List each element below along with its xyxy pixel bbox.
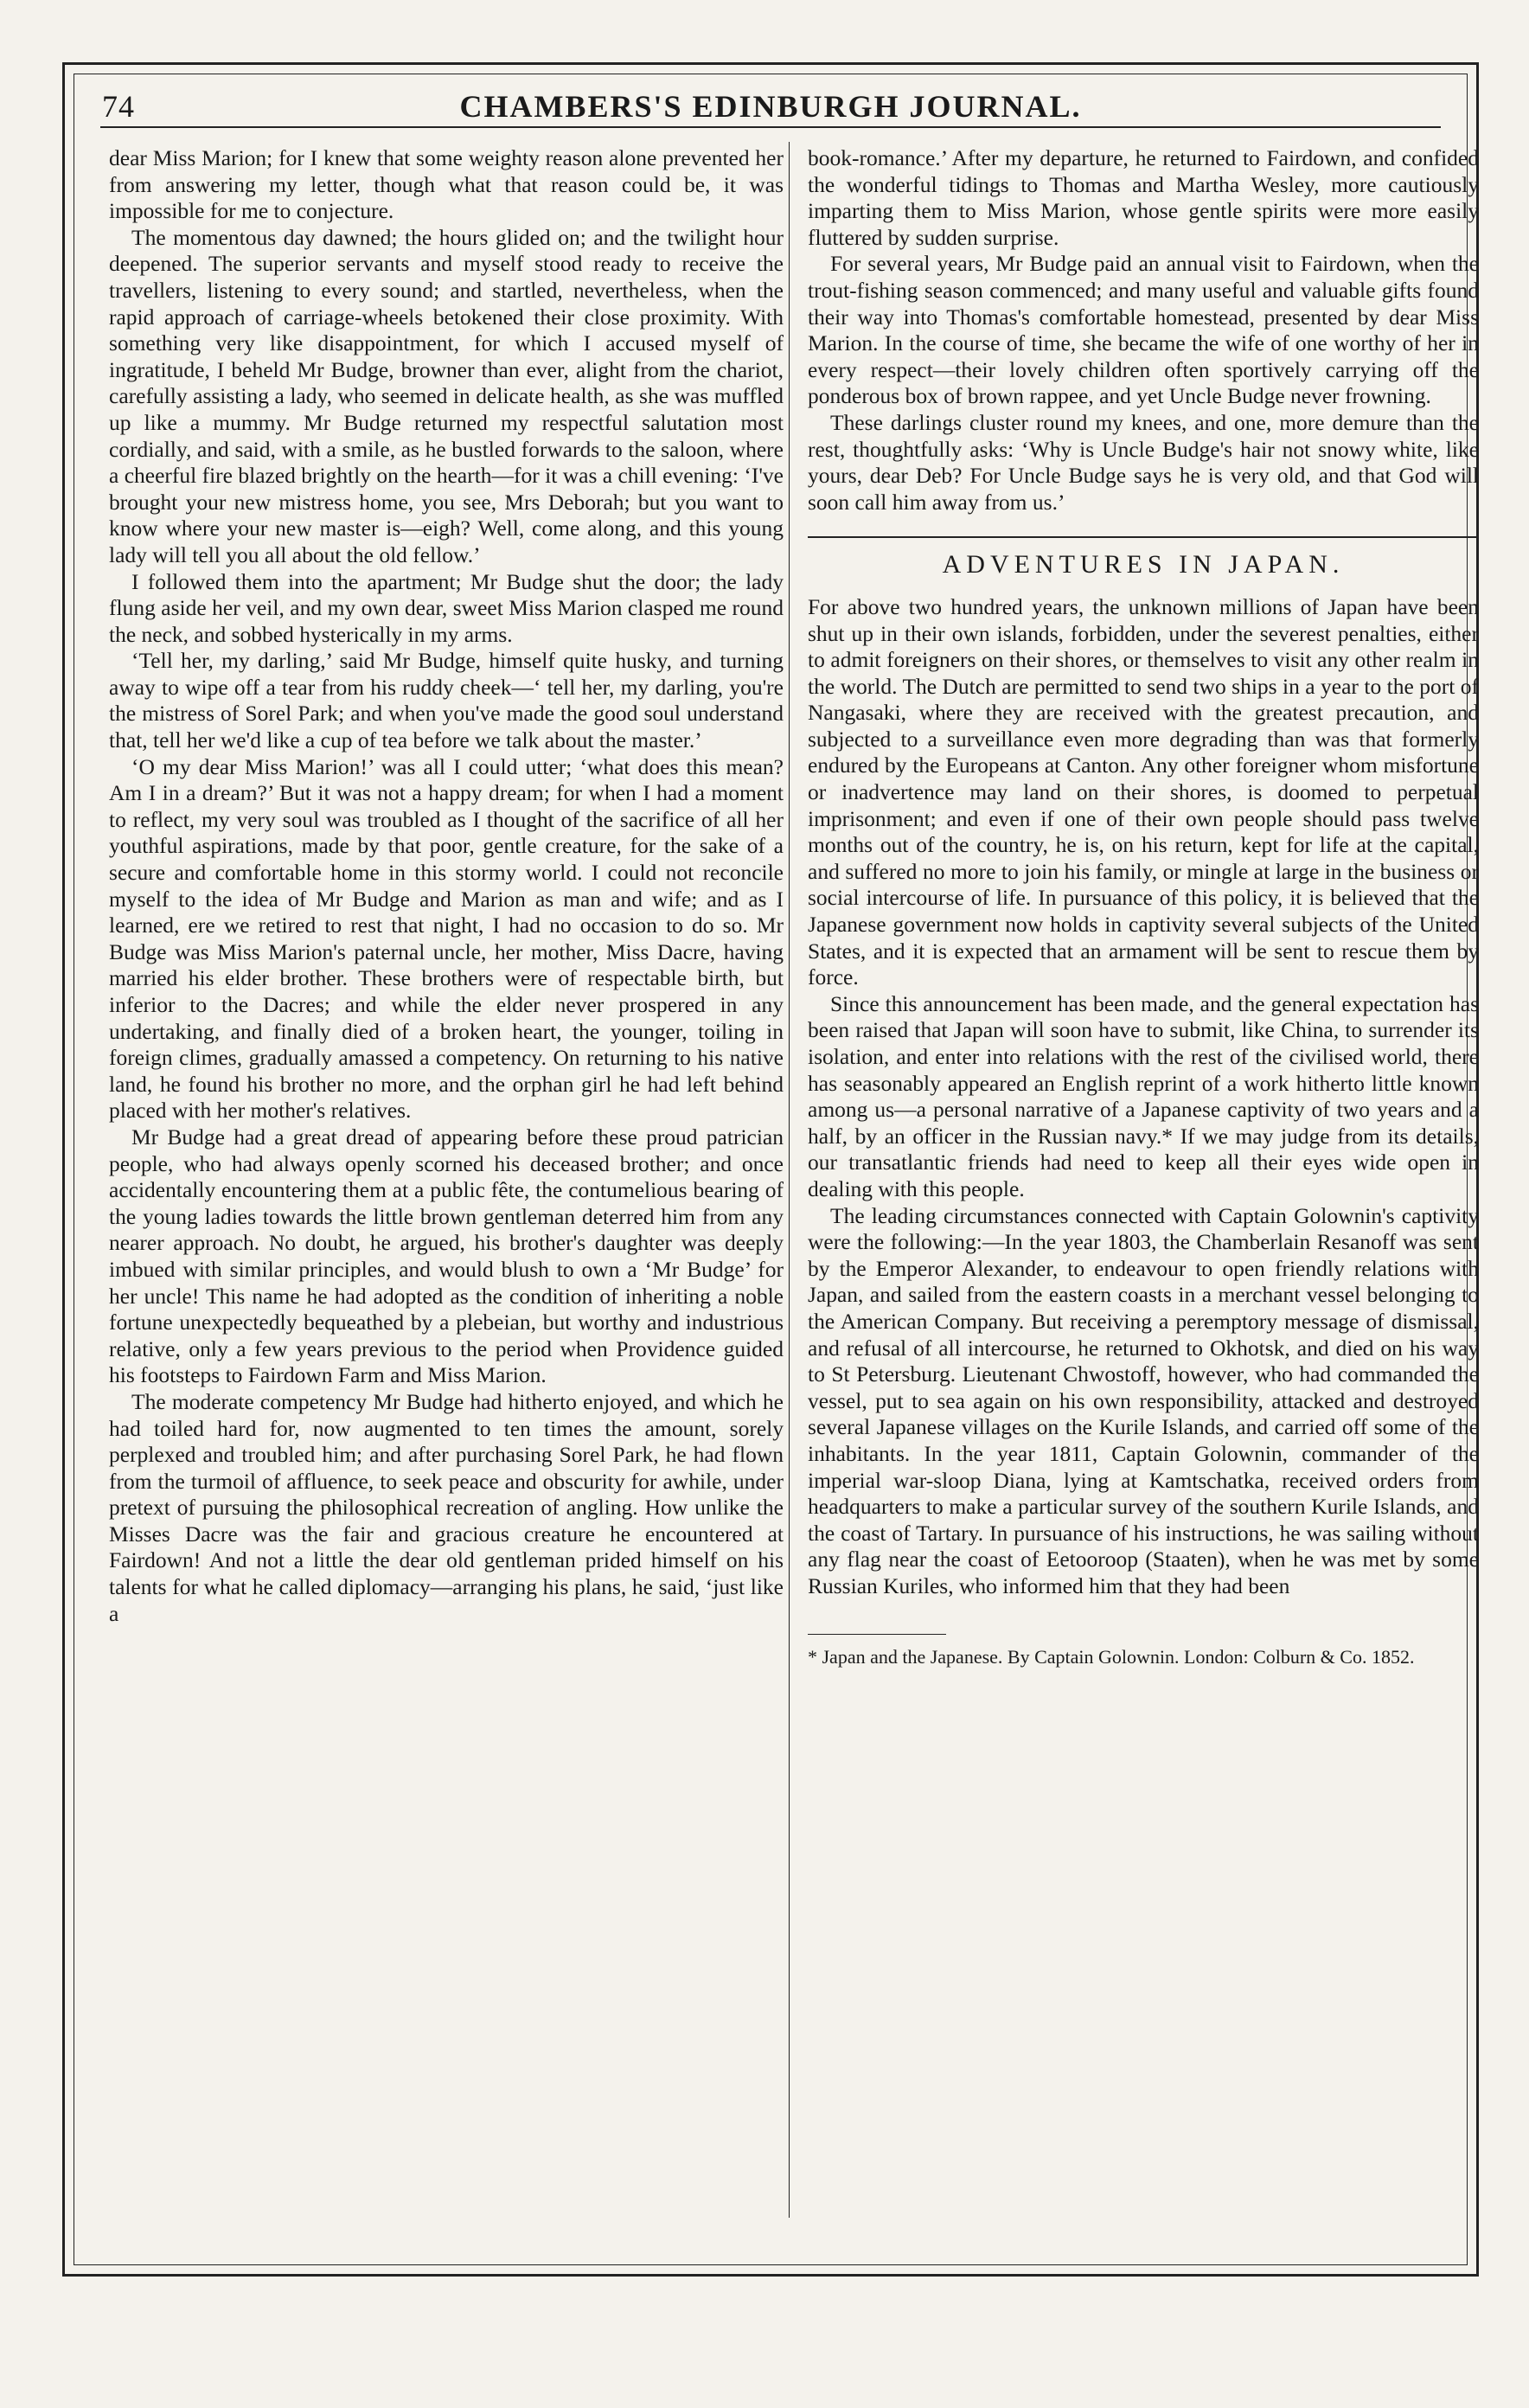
page-border — [62, 62, 1479, 2277]
paragraph: For several years, Mr Budge paid an annual visit to Fairdown, when the trout-fishing season commenced; and many useful and valuable gifts found their way into Thomas's comfortable homestead, presented by dear Miss Marion. In the course of time, she became the wife of one worthy of her in every respect—their lovely children often sportively carrying off the ponderous box of brown rappee, and yet Uncle Budge never frowning. — [808, 251, 1479, 409]
paragraph: ‘O my dear Miss Marion!’ was all I could utter; ‘what does this mean? Am I in a dream?’ But it was not a happy dream; for when I had a moment to reflect, my very soul was troubled as I thought of the sacrifice of all her youthful aspirations, made by that poor, gentle creature, for the sake of a secure and comfortable home in this stormy world. I could not reconcile myself to the idea of Mr Budge and Marion as man and wife; and as I learned, ere we retired to rest that night, I had no occasion to do so. Mr Budge was Miss Marion's paternal uncle, her mother, Miss Dacre, having married his elder brother. These brothers were of respectable birth, but inferior to the Dacres; and while the elder never prospered in any undertaking, and finally died of a broken heart, the younger, toiling in foreign climes, gradually amassed a competency. On returning to his native land, he found his brother no more, and the orphan girl he had left behind placed with her mother's relatives. — [109, 753, 784, 1124]
footnote: * Japan and the Japanese. By Captain Golownin. London: Colburn & Co. 1852. — [808, 1646, 1415, 1668]
journal-title: CHAMBERS'S EDINBURGH JOURNAL. — [459, 89, 1082, 124]
paragraph: Mr Budge had a great dread of appearing before these proud patrician people, who had always openly scorned his deceased brother; and once accidentally encountering them at a public fête, the contumelious bearing of the young ladies towards the little brown gentleman deterred him from any nearer approach. No doubt, he argued, his brother's daughter was deeply imbued with similar principles, and would blush to own a ‘Mr Budge’ for her uncle! This name he had adopted as the condition of inheriting a noble fortune unexpectedly bequeathed by a plebeian, but worthy and industrious relative, only a few years previous to the period when Providence guided his footsteps to Fairdown Farm and Miss Marion. — [109, 1124, 784, 1388]
left-column — [109, 145, 784, 1627]
right-column — [808, 145, 1479, 1669]
paragraph: For above two hundred years, the unknown millions of Japan have been shut up in their own islands, forbidden, under the severest penalties, either to admit foreigners on their shores, or themselves to visit any other realm in the world. The Dutch are permitted to send two ships in a year to the port of Nangasaki, where they are received with the greatest precaution, and subjected to a surveillance even more degrading than was that formerly endured by the Europeans at Canton. Any other foreigner whom misfortune or inadvertence may land on their shores, is doomed to perpetual imprisonment; and even if one of their own people should pass twelve months out of the country, he is, on his return, kept for life at the capital, and suffered no more to join his family, or mingle at large in the business or social intercourse of life. In pursuance of this policy, it is believed that the Japanese government now holds in captivity several subjects of the United States, and it is expected that an armament will be sent to rescue them by force. — [808, 593, 1479, 990]
paragraph: book-romance.’ After my departure, he returned to Fairdown, and confided the wonderful tidings to Thomas and Martha Wesley, more cautiously imparting them to Miss Marion, whose gentle spirits were more easily fluttered by sudden surprise. — [808, 145, 1479, 250]
running-header — [100, 81, 1441, 128]
paragraph: The momentous day dawned; the hours glided on; and the twilight hour deepened. The superior servants and myself stood ready to receive the travellers, listening to every sound; and startled, nevertheless, when the rapid approach of carriage-wheels betokened their close proximity. With something very like disappointment, for which I accused myself of ingratitude, I beheld Mr Budge, browner than ever, alight from the chariot, carefully assisting a lady, who seemed in delicate health, as she was muffled up like a mummy. Mr Budge returned my respectful salutation most cordially, and said, with a smile, as he bustled forwards to the saloon, where a cheerful fire blazed brightly on the hearth—for it was a chill evening: ‘I've brought your new mistress home, you see, Mrs Deborah; but you want to know where your new master is—eigh? Well, come along, and this young lady will tell you all about the old fellow.’ — [109, 224, 784, 567]
paragraph: These darlings cluster round my knees, and one, more demure than the rest, thoughtfully asks: ‘Why is Uncle Budge's hair not snowy white, like yours, dear Deb? For Uncle Budge says he is very old, and that God will soon call him away from us.’ — [808, 409, 1479, 515]
page-inner-border — [74, 74, 1479, 2265]
page-number: 74 — [102, 89, 135, 124]
section-rule — [808, 536, 1479, 538]
paragraph: dear Miss Marion; for I knew that some weighty reason alone prevented her from answering my letter, though what that reason could be, it was impossible for me to conjecture. — [109, 145, 784, 224]
article-title: ADVENTURES IN JAPAN. — [942, 550, 1345, 580]
column-divider — [789, 142, 790, 2218]
paragraph: Since this announcement has been made, and the general expectation has been raised that Japan will soon have to submit, like China, to surrender its isolation, and enter into relations with the rest of the civilised world, there has seasonably appeared an English reprint of a work hitherto little known among us—a personal narrative of a Japanese captivity of two years and a half, by an officer in the Russian navy.* If we may judge from its details, our transatlantic friends had need to keep all their eyes wide open in dealing with this people. — [808, 990, 1479, 1201]
paragraph: The moderate competency Mr Budge had hitherto enjoyed, and which he had toiled hard for, now augmented to ten times the amount, sorely perplexed and troubled him; and after purchasing Sorel Park, he had flown from the turmoil of affluence, to seek peace and obscurity for awhile, under pretext of pursuing the philosophical recreation of angling. How unlike the Misses Dacre was the fair and gracious creature he encountered at Fairdown! And not a little the dear old gentleman prided himself on his talents for what he called diplomacy—arranging his plans, he said, ‘just like a — [109, 1388, 784, 1626]
paragraph: ‘Tell her, my darling,’ said Mr Budge, himself quite husky, and turning away to wipe off a tear from his ruddy cheek—‘ tell her, my darling, you're the mistress of Sorel Park; and when you've made the good soul understand that, tell her we'd like a cup of tea before we talk about the master.’ — [109, 648, 784, 753]
footnote-rule — [808, 1634, 946, 1635]
paragraph: I followed them into the apartment; Mr Budge shut the door; the lady flung aside her veil, and my own dear, sweet Miss Marion clasped me round the neck, and sobbed hysterically in my arms. — [109, 568, 784, 647]
paragraph: The leading circumstances connected with Captain Golownin's captivity were the following:—In the year 1803, the Chamberlain Resanoff was sent by the Emperor Alexander, to endeavour to open friendly relations with Japan, and sailed from the eastern coasts in a merchant vessel belonging to the American Company. But receiving a peremptory message of dismissal, and refusal of all intercourse, he returned to Okhotsk, and died on his way to St Petersburg. Lieutenant Chwostoff, however, who had commanded the vessel, put to sea again on his own responsibility, attacked and destroyed several Japanese villages on the Kurile Islands, and carried off some of the inhabitants. In the year 1811, Captain Golownin, commander of the imperial war-sloop Diana, lying at Kamtschatka, received orders from headquarters to make a particular survey of the southern Kurile Islands, and the coast of Tartary. In pursuance of his instructions, he was sailing without any flag near the coast of Eetooroop (Staaten), when he was met by some Russian Kuriles, who informed him that they had been — [808, 1202, 1479, 1598]
